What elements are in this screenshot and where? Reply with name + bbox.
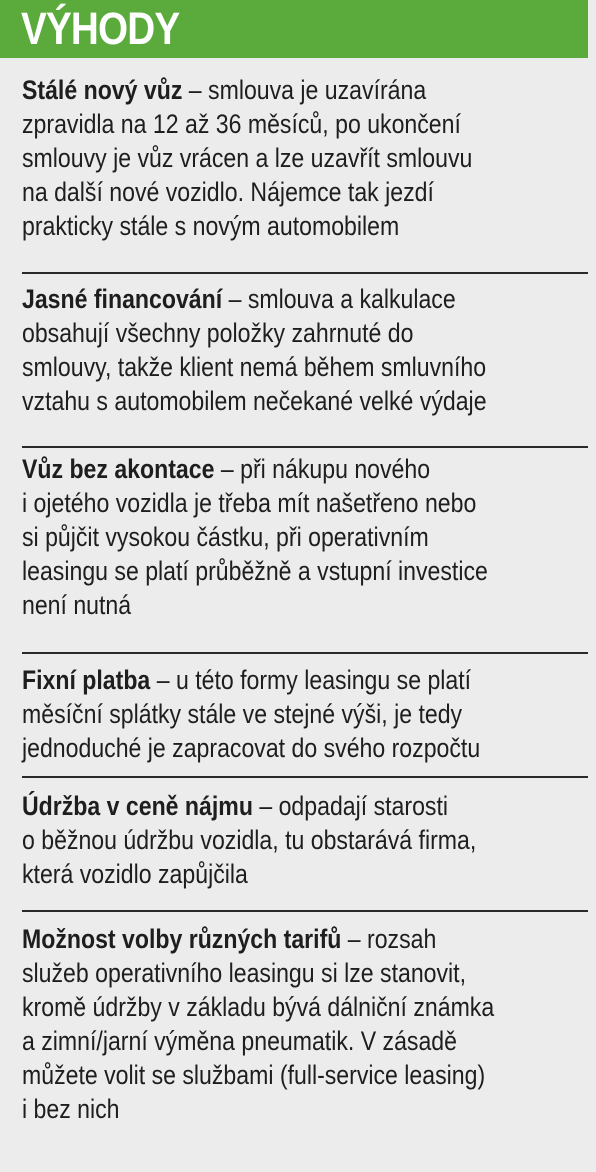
benefit-term: Jasné financování (22, 284, 223, 314)
benefit-item-no-down-payment (22, 452, 569, 622)
benefit-text-line: můžete volit se službami (full-service leasing) (22, 1060, 486, 1090)
benefit-text-line: kromě údržby v základu bývá dálniční známka (22, 992, 495, 1022)
benefit-text-line: na další nové vozidlo. Nájemce tak jezdí (22, 177, 434, 207)
benefit-text-line: obsahují všechny položky zahrnuté do (22, 318, 414, 348)
benefit-text-line: a zimní/jarní výměna pneumatik. V zásadě (22, 1026, 457, 1056)
benefit-text-line: měsíční splátky stále ve stejné výši, je tedy (22, 699, 463, 729)
benefit-lead-text: – rozsah (341, 924, 437, 954)
benefit-text-line: není nutná (22, 590, 132, 620)
benefit-text-line: vztahu s automobilem nečekané velké výdaje (22, 386, 487, 416)
benefit-text-line: o běžnou údržbu vozidla, tu obstarává firma, (22, 825, 477, 855)
benefit-item-tariffs (22, 922, 569, 1126)
benefit-text-line: leasingu se platí průběžně a vstupní investice (22, 556, 488, 586)
benefit-term: Vůz bez akontace (22, 454, 215, 484)
benefit-text-line: zpravidla na 12 až 36 měsíců, po ukončení (22, 109, 461, 139)
benefit-item-maintenance (22, 789, 569, 891)
benefit-lead-text: – smlouva a kalkulace (222, 284, 456, 314)
benefit-first-line (22, 73, 569, 107)
benefit-text-line: si půjčit vysokou částku, při operativním (22, 522, 429, 552)
benefit-first-line (22, 282, 569, 316)
benefit-first-line (22, 663, 569, 697)
benefit-lead-text: – odpadají starosti (252, 791, 449, 821)
benefit-lead-text: – smlouva je uzavírána (182, 75, 427, 105)
benefit-item-clear-financing (22, 282, 569, 418)
benefit-text-line: služeb operativního leasingu si lze stanovit, (22, 958, 467, 988)
benefit-first-line (22, 922, 569, 956)
benefit-term: Stálé nový vůz (22, 75, 183, 105)
section-title: VÝHODY (21, 3, 180, 54)
benefit-term: Možnost volby různých tarifů (22, 924, 342, 954)
benefit-first-line (22, 452, 569, 486)
benefit-first-line (22, 789, 569, 823)
benefit-term: Údržba v ceně nájmu (22, 791, 253, 821)
divider (22, 652, 588, 654)
divider (22, 776, 588, 778)
divider (22, 272, 588, 274)
benefit-lead-text: – při nákupu nového (214, 454, 431, 484)
divider (22, 446, 588, 448)
benefit-text-line: smlouvy je vůz vrácen a lze uzavřít smlouvu (22, 143, 473, 173)
section-header (0, 0, 588, 58)
benefit-text-line: i bez nich (22, 1094, 120, 1124)
benefit-text-line: smlouvy, takže klient nemá během smluvního (22, 352, 487, 382)
divider (22, 910, 588, 912)
benefit-text-line: i ojetého vozidla je třeba mít našetřeno nebo (22, 488, 477, 518)
benefit-term: Fixní platba (22, 665, 151, 695)
benefit-text-line: která vozidlo zapůjčila (22, 859, 248, 889)
benefit-text-line: jednoduché je zapracovat do svého rozpočtu (22, 733, 481, 763)
benefit-item-new-car (22, 73, 569, 243)
benefit-item-fixed-payment (22, 663, 569, 765)
benefit-text-line: prakticky stále s novým automobilem (22, 211, 400, 241)
benefit-lead-text: – u této formy leasingu se platí (150, 665, 472, 695)
